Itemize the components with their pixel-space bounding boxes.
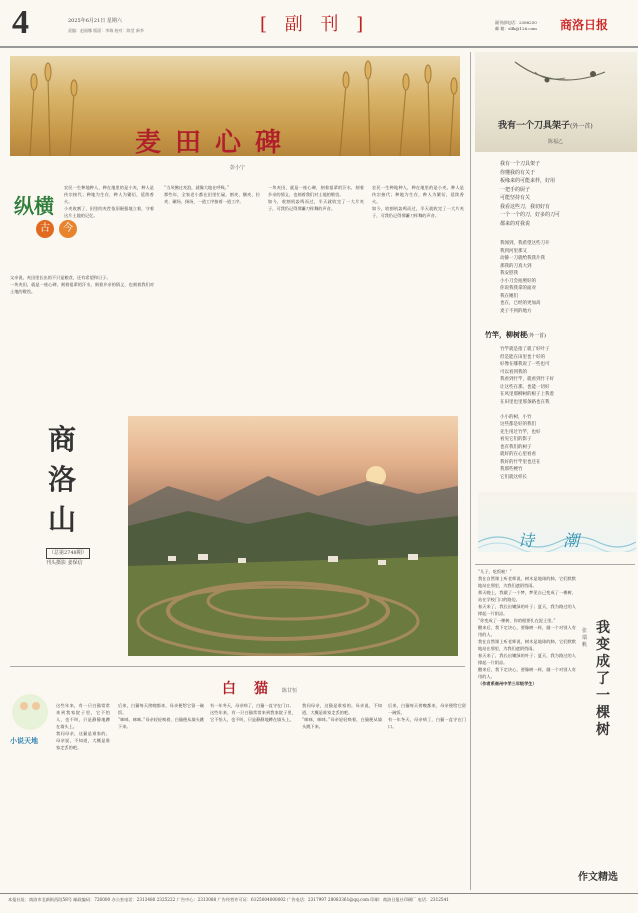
baimao-col-4 [302, 702, 382, 890]
paragraph: 有一年冬天，母亲病了，白猫一直守在门口。 [388, 717, 466, 729]
poem-line: 都来的对我说 [500, 220, 531, 227]
paragraph: 那天晚上，我做了一个梦，梦见自己变成了一棵树，站在学校门口的路边。 [478, 590, 576, 602]
poem-line: 可以看到我的 [500, 369, 527, 375]
page-header [0, 0, 638, 48]
poem-knife-rack-cont [500, 240, 550, 315]
poem-line: 我有一个刀具架子 [500, 161, 541, 167]
poem-line: 我到河里那又 [500, 248, 527, 254]
poem-line: 你懂我的有关于 [500, 169, 536, 176]
column-title-shangluoshan: 商洛山 [47, 423, 76, 536]
poem-bamboo [500, 346, 554, 481]
bird-branch-illustration [475, 52, 637, 152]
poem-title-knife-rack [498, 118, 593, 131]
poem-line: 我那些梗竹 [500, 467, 523, 472]
paragraph: 后来，白猫每天傍晚都来，母亲便给它留一碗饭。 [388, 703, 466, 715]
poem-line: 一把手的厨子 [500, 186, 531, 193]
maitian-col-4 [372, 184, 464, 404]
paragraph: 那些年，全家老小都在田里忙碌，割麦、捆麦、拉麦、碾场、扬场，一道工序接着一道工序。 [164, 192, 260, 204]
essay-column-tag: 作文精选 [578, 872, 618, 883]
paragraph: “咪咪，咪咪。”母亲轻轻唤着，白猫便从墙头跳下来。 [302, 717, 382, 729]
poem-title-suffix: (外一首) [570, 123, 593, 130]
paragraph: 父亲说，麦田里长出的不只是粮食，还有希望和日子。 [10, 275, 111, 280]
maitian-col-1 [64, 184, 154, 274]
paragraph: “咪咪，咪咪。”母亲轻轻唤着，白猫便从墙头跳下来。 [118, 717, 204, 729]
email-line: 邮 箱：slfk@126.com [495, 26, 537, 31]
paragraph: 这些年来，有一只白猫常常来到我家院子里，它不怕人，也不叫，只是静静地蹲在墙头上。 [210, 710, 296, 722]
poem-line: 我看到竹竿，就看到竹干好 [500, 377, 554, 382]
paragraph: （作者系商州中学三年级学生） [478, 681, 537, 686]
branch-graphic [475, 52, 637, 152]
article-author-tree: 张瑞帆 [582, 628, 588, 648]
phone-line: 副刊部电话：2388250 [495, 20, 537, 25]
poem-line: 一个一个的刀，好多的刀可 [500, 212, 561, 218]
photo-credit: 刊头摄影 姜保信 [46, 560, 83, 566]
baimao-col-5 [388, 702, 466, 890]
newspaper-logo: 商洛日报 [560, 18, 609, 32]
column-divider [470, 52, 471, 890]
poem-line: 我在她们 [500, 293, 518, 299]
paragraph: 春天来了，我长出嫩绿的叶子；夏天，我为路过的人撑起一片阴凉。 [478, 604, 576, 616]
page-number: 4 [12, 4, 29, 41]
paragraph: 农民一生种地种人，种在地里的是小麦，种人是传宗接代；种地为生存，种人为繁衍，延续香火。 [64, 185, 154, 204]
poem-line: 那我的刀真大到 [500, 263, 532, 269]
children-reading-graphic [8, 692, 52, 732]
poem-line: 动静一刀就给我我片我 [500, 256, 545, 261]
tree-essay-body [478, 568, 576, 864]
poem-line: 小小的树，小竹 [500, 414, 532, 420]
story-column-badge [8, 692, 52, 732]
poem-line: 你说我我拿的面对 [500, 286, 536, 291]
paragraph: 醒来后，我下定决心，要像树一样，做一个对别人有用的人。 [478, 625, 576, 637]
poem-line: 小小刀会拍照好的 [500, 278, 536, 284]
poem-line: 板缘来的可能来样，好用 [500, 178, 556, 184]
poem2-title-text: 竹竿，柳树梗 [485, 330, 527, 339]
poem2-title-suffix: (外一首) [527, 333, 546, 339]
paragraph: 一块麦田，就是一座心碑，刻着祖辈的汗水，刻着乡亲的情义，也刻着我们对土地的敬畏。 [10, 282, 154, 294]
poem-author: 陈福乙 [548, 139, 564, 145]
poem-line: 这些都是好的我们 [500, 422, 536, 427]
paragraph: 一块麦田，就是一座心碑，刻着祖辈的汗水，刻着乡亲的情义，也刻着我们对土地的敬畏。 [268, 185, 364, 197]
paragraph: 我问母亲，这猫是谁家的。母亲说，不知道，大概是谁家走丢的吧。 [56, 731, 110, 750]
paragraph: “你变成了一棵树，你的根要扎在泥土里。” [478, 618, 556, 623]
poem-line: 在风里那柳树的根子上我着 [500, 392, 554, 397]
poem-line: 麦子不到的地方 [500, 308, 532, 314]
badge-gu: 古 [36, 220, 54, 238]
poem-line: 我看这些刀，我切好有 [500, 203, 551, 210]
article-title-tree: 我变成了一棵树 [596, 620, 610, 738]
section-divider [10, 666, 465, 667]
maitian-col-2 [164, 184, 260, 404]
paragraph: 醒来后，我下定决心，要像树一样，做一个对别人有用的人。 [478, 667, 576, 679]
header-rule [0, 46, 638, 48]
article-title-baimao: 白猫 [222, 681, 286, 697]
article-author-maitian: 彭小宁 [230, 165, 246, 171]
poem-line: 也有我们的树子 [500, 444, 532, 450]
staff-line: 责编：赵丽娜 版面：李瑞 校对：陈莹 新李 [68, 28, 144, 33]
maitian-col-1b [10, 274, 154, 404]
section-title: [ 副 刊 ] [260, 14, 370, 35]
poem-line: 看见它们的影子 [500, 437, 532, 442]
poem-line: 竹竿就是指了就了好叶子 [500, 347, 550, 352]
story-column-label: 小说天地 [10, 736, 38, 745]
paragraph: 有一年冬天，母亲病了，白猫一直守在门口。 [210, 703, 294, 708]
paragraph: 后来，白猫每天傍晚都来，母亲便给它留一碗饭。 [118, 703, 204, 715]
poem-line: 可能坚持有关 [500, 195, 531, 201]
poem-knife-rack [500, 160, 560, 228]
mountain-village-photo [128, 416, 458, 656]
poem-line: 我安慰我 [500, 271, 518, 276]
paragraph: 我在自然课上听老师说，树木是地球的肺，它们默默地站在那里，为我们遮阴挡雨。 [478, 639, 576, 651]
paragraph: 小麦收割了，田里的麦茬依旧倔强地立着，守着这片土地的记忆。 [64, 206, 154, 218]
paragraph: 我问母亲，这猫是谁家的。母亲说，不知道，大概是谁家走丢的吧。 [302, 703, 382, 715]
poem-line [500, 406, 554, 414]
paragraph: 这些年来，有一只白猫常常来到我家院子里，它不怕人，也不叫，只是静静地蹲在墙头上。 [56, 703, 110, 729]
poem-line: 我闻到，我希望这些刀开 [500, 241, 550, 246]
poem-line: 让这些在那，也能一切好 [500, 384, 550, 390]
baimao-col-2 [118, 702, 204, 890]
paragraph: 如今，收割机轰鸣而过，半天就收完了一大片麦子，可我仍记得那镰刀挥舞的声音。 [268, 199, 364, 211]
poem-line: 在田里也里那条路也在我 [500, 399, 550, 405]
poem2-title [485, 330, 546, 340]
paragraph: “儿子，吃饭啦！” [478, 569, 512, 574]
shangluo-caption [46, 548, 90, 568]
baimao-col-3 [210, 702, 296, 890]
paragraph: 春天来了，我长出嫩绿的叶子；夏天，我为路过的人撑起一片阴凉。 [478, 653, 576, 665]
article-title-maitian: 麦田心碑 [135, 128, 296, 158]
poem-title-text: 我有一个刀具架子 [498, 121, 571, 131]
landscape-graphic [128, 416, 458, 656]
poem-line: 我好的竹竿里也还在 [500, 459, 541, 465]
right-divider [475, 564, 635, 565]
paragraph: 如今，收割机轰鸣而过，半天就收完了一大片麦子，可我仍记得那镰刀挥舞的声音。 [372, 206, 464, 218]
poem-line: 好像在哪我说了一些也可 [500, 362, 550, 367]
paragraph: 农民一生种地种人，种在地里的是小麦，种人是传宗接代；种地为生存，种人为繁衍，延续香火。 [372, 185, 464, 204]
poem-line: 先生用过竹竿，也好 [500, 429, 541, 435]
poem-line: 它们就这样长 [500, 474, 527, 480]
contact-info [495, 20, 537, 32]
badge-jin: 今 [59, 220, 77, 238]
footer-info: 本报社址：商洛市北新街西段58号 邮政编码：726000 办公室电话：2313480 2325222 广告中心：2313088 广告经营许可证：6125004000002 广告电话：2317997 28083361@qq.com 印刷：商洛日报社印刷厂 电话：2312541 [8, 897, 449, 902]
date-line: 2025年6月21日 星期六 [68, 18, 122, 24]
paragraph: “当风拂过麦浪，就像大地在呼吸。” [164, 185, 230, 190]
poem-line: 但是能在田里也十好的 [500, 354, 545, 360]
issue-number: （总第2748期） [46, 548, 90, 559]
article-author-baimao: 陈甘恒 [282, 688, 298, 694]
poem-line: 就好的在心里看看 [500, 452, 536, 457]
baimao-col-1 [56, 702, 110, 890]
maitian-col-3 [268, 184, 364, 404]
shichao-label: 诗 潮 [518, 531, 592, 550]
paragraph: 我在自然课上听老师说，树木是地球的肺，它们默默地站在那里，为我们遮阴挡雨。 [478, 576, 576, 588]
column-label-text: 纵横 [14, 194, 54, 218]
poem-line: 也在，已经的更加高 [500, 301, 541, 306]
footer-rule [0, 893, 638, 894]
